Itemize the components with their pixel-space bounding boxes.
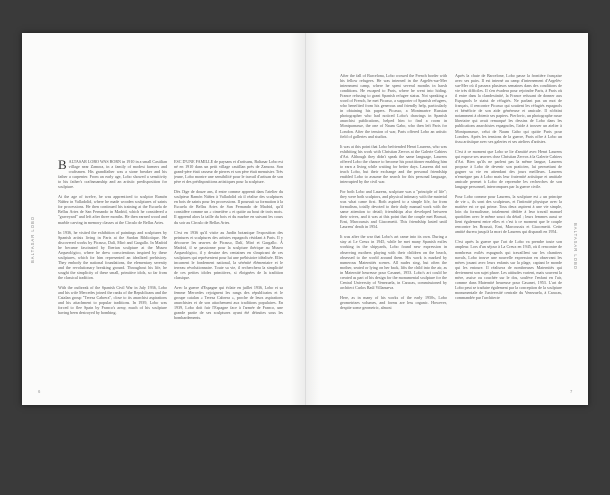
paragraph: C'est après la guerre que l'art de Lobo va prendre toute son ampleur. Lors d'un séjour à La Creux en 1945, où il rencontre de nombreux exilés espagnols qui travaillent sur les chantiers navals, Lobo trouve une nouvelle expression en observant les mères jouant avec leurs enfants sur la plage, captant le monde qui les entoure. Il réalisera de nombreuses Maternités qui deviennent son sujet phare. Les attitudes varient, mais souvent la mère, assise ou couchée sur le dos, soulève l'enfant en l'air, comme dans Maternité heureuse pour Casanet, 1953. L'art de Lobo peut se traduire également par la conception de la sculpture monumentale de l'université centrale du Venezuela, à Caracas, commandée par l'architecte	[455, 239, 562, 300]
paragraph: It was at this point that Lobo befriended Henri Laurens, who was exhibiting his work with Christian Zervos at the Galerie Cahiers d'Art. Although they didn't speak the same language, Laurens offered Lobo the chance to become his practitioner enabling him to earn a living while waiting for better days. Laurens did not teach Lobo, but their exchange and the personal friendship enabled Lobo to assume the search for this personal language, interrupted by the civil war.	[340, 143, 447, 184]
book-spread	[22, 33, 588, 405]
paragraph: With the outbreak of the Spanish Civil War in July 1936, Lobo and his wife Mercedes joined the ranks of the Republicans and the Catalan group "Teresa Cabrera", close to its anarchist aspirations and his attachment to popular traditions. In 1939, Lobo was forced to flee Spain by Franco's army, much of his sculpture having been destroyed by bombing.	[58, 285, 167, 316]
folio-left: 6	[38, 389, 41, 394]
drop-cap: B	[58, 159, 67, 172]
column-french-left	[174, 159, 283, 391]
paragraph: C'est en 1936 qu'il visite au Jardín botanique l'exposition des peintures et sculptures des artistes espagnols résidant à Paris. Il y découvre les œuvres de Picasso, Dalí, Miró et Gargallo. À Madrid, il se passionne pour la sculpture ibérique au Museo Arqueológico, il y dessine des centaines en s'inspirant de ces sculptures qui représentent pour lui une préhistoire idéalisée. Elles incarnent le fondement national, la sérénité élémentaire et le terreau révolutionnaire. Toute sa vie, il recherchera la simplicité de ces petites idoles primitives, si éloignées de la tradition classique.	[174, 229, 283, 280]
paragraph	[58, 159, 167, 189]
paragraph: After the fall of Barcelona, Lobo crossed the French border with his fellow refugees. He was interned in the Argelès-sur-Mer internment camp, where he spent several months in harsh conditions. He escaped to Paris, where he went into hiding. France refusing to grant Spanish refugee status. Not speaking a word of French, he met Picasso, a supporter of Spanish refugees, who benefited from his generous and friendly help, particularly in obtaining his papers. Picasso, a Montmartre Russian photographer who had noticed Lobo's drawings in Spanish anarchist publications, helped him to find a room in Montparnasse, the one of Naum Gabo, who then left Paris for London. After the tension of war, Paris offered Lobo an artistic field of galleries and studios.	[340, 73, 447, 139]
paragraph: C'est à ce moment que Lobo se lie d'amitié avec Henri Laurens qui expose ses œuvres chez Christian Zervos à la Galerie Cahiers d'Art. Bien qu'ils ne parlent pas la même langue, Laurens propose à Lobo de devenir son praticien, lui permettant de gagner sa vie en attendant des jours meilleurs. Laurens n'enseigne pas à Lobo mais leur fraternité artistique et amitiale amicale permet à Lobo de reprendre les recherches de son langage personnel, interrompues par la guerre civile.	[455, 148, 562, 189]
paragraph: ESC D'UNE FAMILLE de paysans et d'artisans, Baltasar Lobo est né en 1910 dans un petit village castillan près de Zamora. Son grand-père était casseur de pierres et son père était menuisier. Très jeune, Lobo montre une sensibilité pour le travail d'artisan de son père et des prédispositions artistiques pour la sculpture.	[174, 159, 283, 185]
paragraph: Avec la guerre d'Espagne qui éclate en juillet 1936, Lobo et sa femme Mercedes rejoignent les rangs des républicains et le groupe catalan « Teresa Cabrera », proche de leurs aspirations anarchistes et de son attachement aux traditions populaires. En 1939, Lobo doit fuir l'Espagne face à l'armée de Franco, une grande partie de ses sculptures ayant été détruites sous les bombardements.	[174, 285, 283, 321]
paragraph: Here, as in many of his works of the early 1950s, Lobo geometrizes volumes, and forms are less organic. However, despite some geometric, almost	[340, 294, 447, 310]
paragraph-text: ALTASAR LOBO WAS BORN in 1910 in a small Castilian village near Zamora, in a family of modest farmers and craftsmen. His grandfather was a stone breaker and his father a carpenter. From an early age, Lobo showed a sensitivity to his father's craftsmanship and an artistic predisposition for sculpture.	[58, 159, 167, 190]
paragraph: Après la chute de Barcelone, Lobo passe la frontière française avec ses pairs. Il est interné au camp d'internement d'Argelès-sur-Mer où il passera plusieurs semaines dans des conditions de vie très difficiles. Il s'en évadera pour rejoindre Paris, à Paris où il entre dans la clandestinité, la France refusant de donner aux Espagnols le statut de réfugiés. Ne parlant pas un mot de français, il rencontre Picasso qui soutient les réfugiés espagnols et bénéficie de son aide généreuse et amicale. Il n'obtint notamment à obtenir ses papiers. Pierlovic, un photographe russe libertaire qui avait remarqué les dessins de Lobo dans les publications anarchistes espagnoles, l'aide à trouver un atelier à Montparnasse, celui de Naum Gabo qui quitte Paris pour Londres. Après les tensions de la guerre, Paris offre à Lobo un tissu artistique avec ses galeries et ses ateliers d'artistes.	[455, 73, 562, 144]
paragraph: In 1936, he visited the exhibition of paintings and sculptures by Spanish artists living in Paris at the Sardan Bibliotique. He discovered works by Picasso, Dalí, Miró and Gargallo. In Madrid he became fascinated by Iberian sculpture at the Museo Arqueológico, where he drew conscientious inspired by these sculptures, which for him represented an idealized prehistory. They embody the national foundations, the elementary serenity and the revolutionary breaking ground. Throughout his life, he sought the simplicity of these small, primitive idols, so far from the classical tradition.	[58, 229, 167, 280]
paragraph: Dès l'âge de douze ans, il entre comme apprenti dans l'atelier du sculpteur Ramón Núñez à Valladolid où il réalise des sculptures en bois de saints pour les processions. Il poursuit sa formation à la Escuela de Bellas Artes de San Fernando de Madrid, qu'il considère comme un « cimetière » et quitte au bout de trois mois. Il apprend alors la taille du bois et du marbre en suivant les cours du soir au Círculo de Bellas Artes.	[174, 189, 283, 225]
paragraph: For both Lobo and Laurens, sculpture was a "principle of life"; they were both sculptors, and physical intimacy with the material was what came first. Both aspired to a simple life, far from formalism, totally devoted to their daily manual work with the same attention to detail; friendships also developed between their wives, and it was at this point that the couple met Brassaï, Erni, Marcoussis and Giacometti. This friendship lasted until Laurens' death in 1954.	[340, 188, 447, 230]
column-english-right	[340, 73, 447, 393]
paragraph: It was after the war that Lobo's art came into its own. During a stay at Le Creux in 1945, while he met many Spanish exiles working in the shipyards, Lobo found new expression in observing mothers playing with their children on the beach, obsessed to the world around them. His work is marked by numerous Maternités scenes. All nudes sing, but often the mother, seated or lying on her back, lifts the child into the air, as in Maternité heureuse pour Casanet, 1953. Lobo's art could be created as part of his design for the monumental sculpture for the Central University of Venezuela, in Caracas, commissioned by architect Carlos Raúl Villanueva.	[340, 234, 447, 290]
paragraph: Pour Lobo comme pour Laurens, la sculpture est « un principe de vie », ils sont des sculpteurs, et l'intimité physique avec la matière est ce qui prime. Tous deux aspirent à une vie simple, loin du formalisme, totalement dédiée à leur travail manuel quotidien avec le même souci du détail ; leurs femmes aussi se lient également entre elles et c'est à ce moment que le couple rencontre les Brassaï, Erni, Marcoussis et Giacometti. Cette amitié durera jusqu'à la mort de Laurens qui disparaît en 1954.	[455, 194, 562, 235]
gutter-line	[305, 33, 306, 405]
running-head-right: BALTASAR LOBO	[573, 223, 578, 271]
column-french-right	[455, 73, 562, 393]
column-english-left	[58, 159, 167, 391]
paragraph: At the age of twelve, he was apprenticed to sculptor Ramón Núñez in Valladolid, where he made wooden sculptures of saints for processions. He then continued his training at the Escuela de Bellas Artes de San Fernando in Madrid, which he considered a "graveyard" and left after three months. He then earned wood and marble carving in memory classes at the Círculo de Bellas Artes.	[58, 194, 167, 225]
running-head-left: BALTASAR LOBO	[30, 215, 35, 263]
folio-right: 7	[570, 389, 573, 394]
